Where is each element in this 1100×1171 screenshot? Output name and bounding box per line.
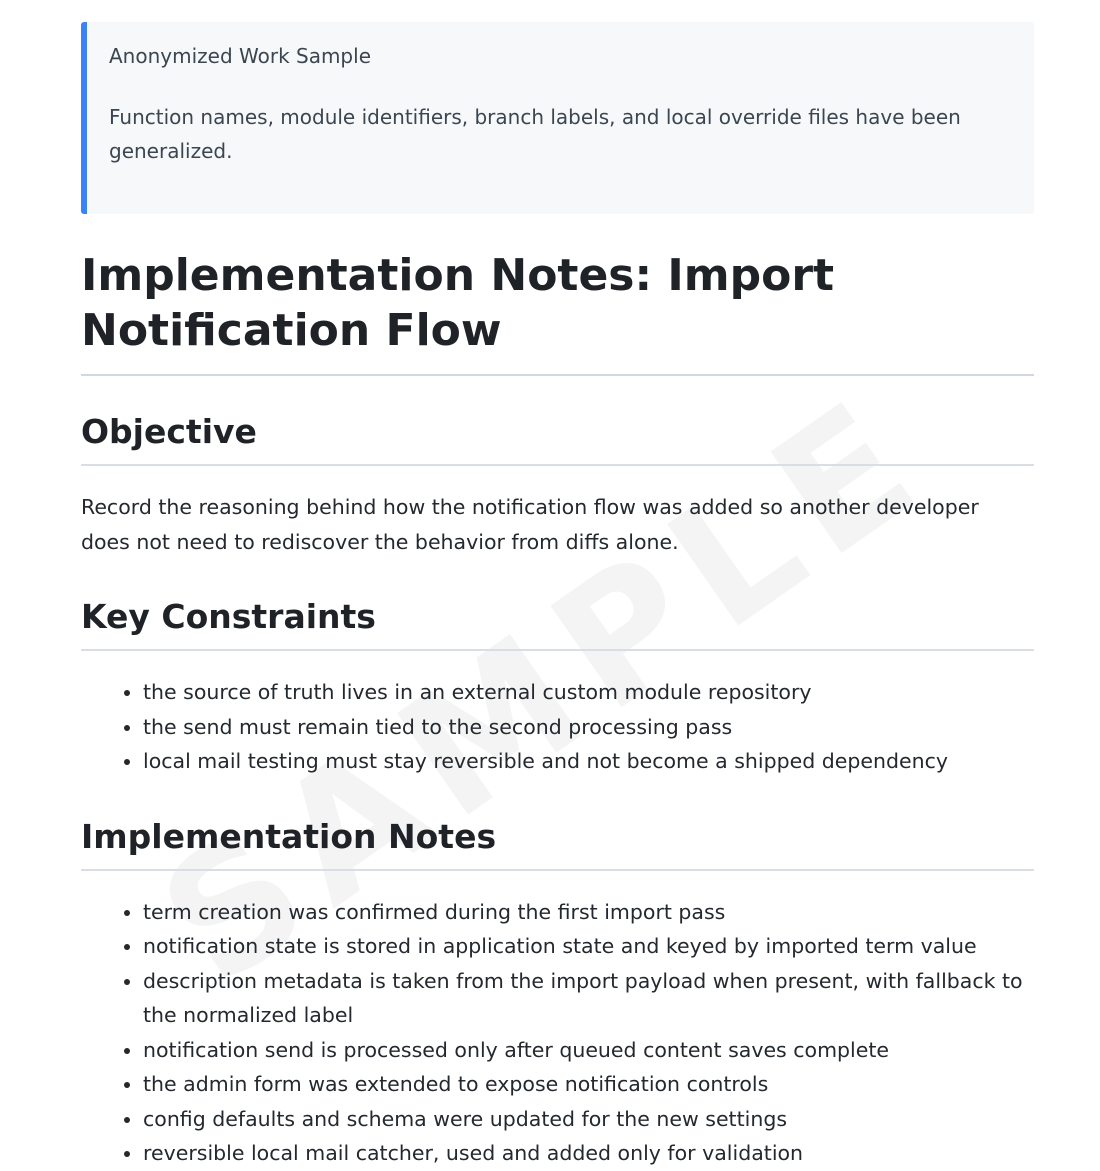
- list-item: • local mail testing must stay reversible and not become a shipped dependency: [143, 744, 1034, 779]
- list-item: • notification send is processed only after queued content saves complete: [143, 1033, 1034, 1068]
- list-item: • the source of truth lives in an external custom module repository: [143, 675, 1034, 710]
- implementation-list: [81, 895, 1034, 1171]
- list-item: • the send must remain tied to the second processing pass: [143, 710, 1034, 745]
- objective-heading: Objective: [81, 410, 1034, 466]
- list-item: • description metadata is taken from the import payload when present, with fallback to the normalized label: [143, 964, 1034, 1033]
- list-item: • reversible local mail catcher, used and added only for validation: [143, 1136, 1034, 1171]
- objective-text: Record the reasoning behind how the notification flow was added so another developer does not need to rediscover the behavior from diffs alone.: [81, 495, 979, 554]
- anonymization-notice: [81, 22, 1034, 214]
- list-item: • config defaults and schema were updated for the new settings: [143, 1102, 1034, 1137]
- notice-body: Function names, module identifiers, branch labels, and local override files have been generalized.: [109, 105, 961, 163]
- list-item: • term creation was confirmed during the first import pass: [143, 895, 1034, 930]
- notice-title: Anonymized Work Sample: [109, 44, 371, 68]
- page-title: Implementation Notes: Import Notification Flow: [81, 248, 1034, 376]
- list-item: • the admin form was extended to expose notification controls: [143, 1067, 1034, 1102]
- constraints-heading: Key Constraints: [81, 595, 1034, 651]
- implementation-heading: Implementation Notes: [81, 815, 1034, 871]
- list-item: • notification state is stored in application state and keyed by imported term value: [143, 929, 1034, 964]
- document: [81, 22, 1034, 1171]
- constraints-list: [81, 675, 1034, 779]
